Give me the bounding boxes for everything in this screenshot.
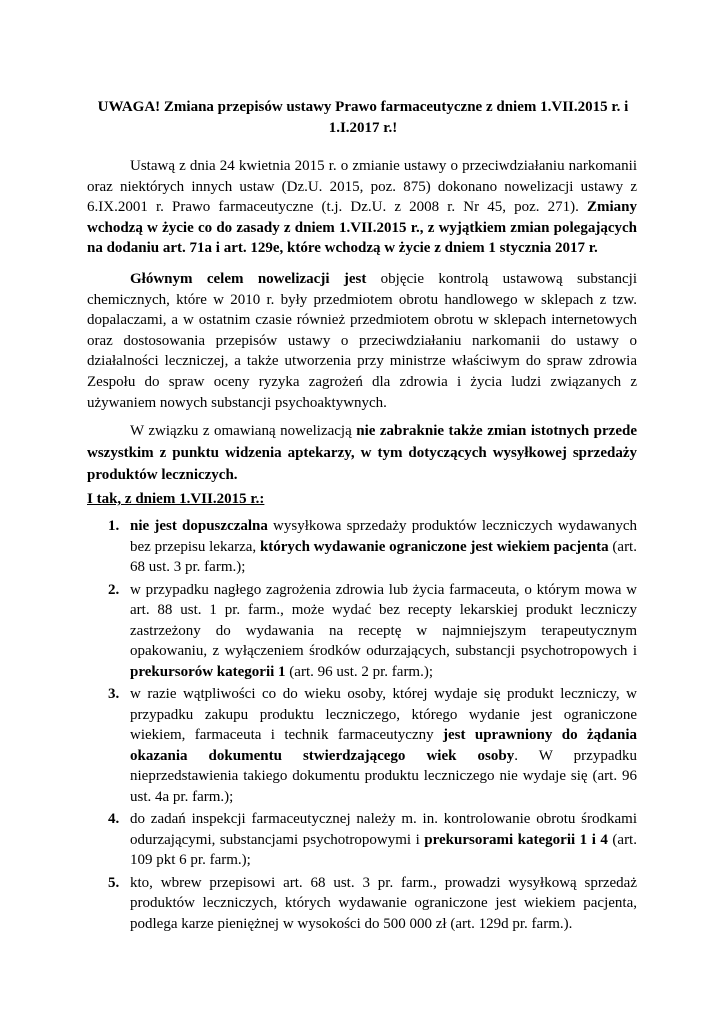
list-item-bold: prekursorami kategorii 1 i 4	[424, 831, 608, 848]
list-item-text: (art. 109 pkt 6 pr. farm.);	[130, 831, 637, 868]
list-item	[87, 580, 637, 683]
paragraph-intro-bold: Zmiany wchodzą w życie co do zasady z dniem 1.VII.2015 r., z wyjątkiem zmian polegających na dodaniu art. 71a i art. 129e, które wchodzą w życie z dniem 1 stycznia 2017 r.	[87, 199, 637, 257]
list-item-text: (art. 96 ust. 2 pr. farm.);	[285, 663, 434, 680]
paragraph-intro-text: Ustawą z dnia 24 kwietnia 2015 r. o zmianie ustawy o przeciwdziałaniu narkomanii oraz niektórych innych ustaw (Dz.U. 2015, poz. 875) dokonano nowelizacji ustawy z 6.IX.2001 r. Prawo farmaceutyczne (t.j. Dz.U. z 2008 r. Nr 45, poz. 271).	[87, 158, 637, 216]
paragraph-goal-bold: Głównym celem nowelizacji jest	[130, 271, 367, 287]
list-item-number: 3.	[108, 686, 120, 702]
paragraph-changes-text: W związku z omawianą nowelizacją	[130, 423, 357, 439]
list-item	[87, 516, 637, 578]
list-item-bold: prekursorów kategorii 1	[130, 663, 286, 680]
list-item	[87, 809, 637, 871]
paragraph-goal	[87, 269, 637, 413]
list-item	[87, 873, 637, 935]
list-item-number: 4.	[108, 811, 120, 827]
document-title: UWAGA! Zmiana przepisów ustawy Prawo farmaceutyczne z dniem 1.VII.2015 r. i 1.I.2017 r.!	[97, 99, 629, 136]
list-item-number: 5.	[108, 874, 120, 891]
section-heading: I tak, z dniem 1.VII.2015 r.:	[87, 491, 265, 507]
list-item	[87, 684, 637, 807]
list-item-text: wysyłkowa sprzedaży produktów leczniczych wydawanych bez przepisu lekarza,	[130, 518, 637, 555]
list-item-bold: jest uprawniony do żądania okazania dokumentu stwierdzającego wiek osoby	[130, 727, 637, 764]
list-item-text: . W przypadku nieprzedstawienia takiego dokumentu produktu leczniczego nie wydaje się (art. 96 ust. 4a pr. farm.);	[130, 747, 637, 805]
list-item-bold: których wydawanie ograniczone jest wiekiem pacjenta	[259, 538, 609, 555]
paragraph-changes	[87, 420, 637, 486]
paragraph-intro	[87, 156, 637, 259]
list-item-bold: nie jest dopuszczalna	[130, 518, 268, 534]
changes-list	[87, 516, 637, 936]
list-item-number: 1.	[108, 518, 120, 534]
paragraph-changes-bold: nie zabraknie także zmian istotnych przede wszystkim z punktu widzenia aptekarzy, w tym dotyczących wysyłkowej sprzedaży produktów leczniczych.	[87, 423, 637, 483]
list-item-number: 2.	[108, 581, 120, 598]
paragraph-goal-text: objęcie kontrolą ustawową substancji chemicznych, które w 2010 r. były przedmiotem obrotu handlowego w sklepach z tzw. dopalaczami, a w ostatnim czasie również przedmiotem obrotu w sklepach internetowych oraz dostosowania przepisów ustawy o przeciwdziałaniu narkomanii do ustawy o działalności leczniczej, a także utworzenia przy ministrze właściwym do spraw zdrowia Zespołu do spraw oceny ryzyka zagrożeń dla zdrowia i życia ludzi związanych z używaniem nowych substancji psychoaktywnych.	[87, 271, 637, 411]
list-item-text: kto, wbrew przepisowi art. 68 ust. 3 pr. farm., prowadzi wysyłkową sprzedaż produktów leczniczych, których wydawanie ograniczone jest wiekiem pacjenta, podlega karze pieniężnej w wysokości do 500 000 zł (art. 129d pr. farm.).	[130, 874, 637, 932]
list-item-text: w razie wątpliwości co do wieku osoby, której wydaje się produkt leczniczy, w przypadku zakupu produktu leczniczego, którego wydanie jest ograniczone wiekiem, farmaceuta i technik farmaceutyczny	[130, 686, 637, 743]
list-item-text: (art. 68 ust. 3 pr. farm.);	[130, 538, 637, 575]
list-item-text: w przypadku nagłego zagrożenia zdrowia lub życia farmaceuta, o którym mowa w art. 88 ust. 1 pr. farm., może wydać bez recepty lekarskiej produkt leczniczy zastrzeżony do wydawania na receptę w najmniejszym terapeutycznym opakowaniu, z wyłączeniem środków odurzających, substancji psychotropowych i	[130, 581, 637, 659]
list-item-text: do zadań inspekcji farmaceutycznej należy m. in. kontrolowanie obrotu środkami odurzającymi, substancjami psychotropowymi i	[130, 811, 637, 848]
